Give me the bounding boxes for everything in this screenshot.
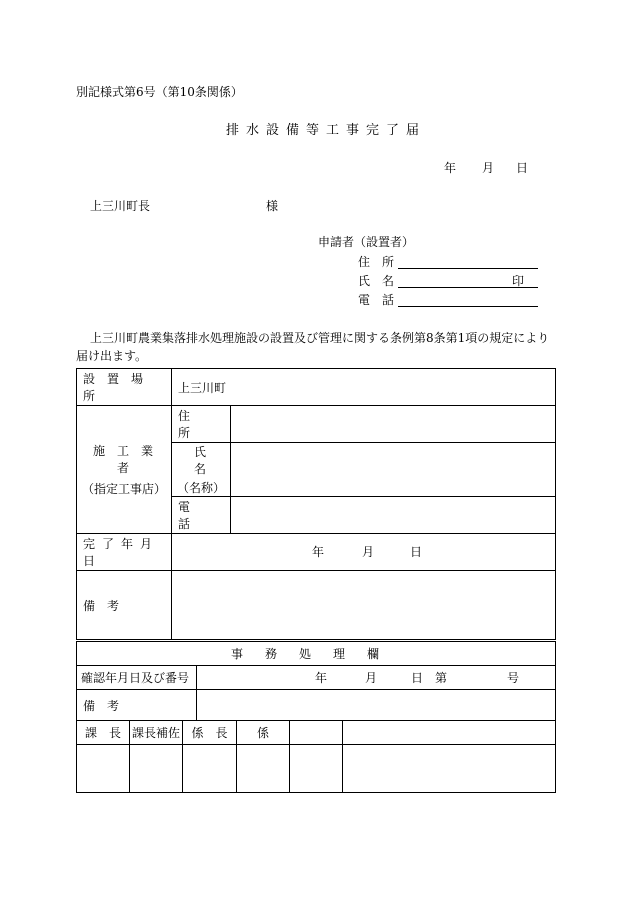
applicant-phone-label: 電 話	[358, 293, 395, 307]
office-remarks-label: 備 考	[83, 698, 120, 713]
contractor-phone-label-cell	[172, 497, 231, 534]
location-value: 上三川町	[178, 380, 227, 395]
completion-date-field[interactable]	[172, 534, 556, 571]
stamp-subchief-field[interactable]	[183, 745, 237, 793]
applicant-heading: 申請者（設置者）	[318, 235, 415, 249]
remarks-label: 備 考	[83, 598, 120, 613]
confirm-go-label: 号	[507, 671, 520, 685]
date-day-label: 日	[516, 161, 529, 175]
contractor-address-label-cell	[172, 406, 231, 443]
location-value-cell[interactable]	[172, 369, 556, 406]
office-remarks-label-cell	[77, 690, 197, 721]
contractor-phone-field[interactable]	[231, 497, 556, 534]
date-year-label: 年	[444, 161, 457, 175]
contractor-sub: （指定工事店）	[81, 482, 166, 496]
confirm-label: 確認年月日及び番号	[81, 671, 190, 685]
contractor-name-field[interactable]	[231, 443, 556, 497]
applicant-address-field[interactable]	[398, 268, 538, 269]
applicant-phone-field[interactable]	[398, 306, 538, 307]
role-blank-2-cell	[343, 721, 556, 745]
location-label: 設置場所	[83, 372, 156, 403]
completion-day-label: 日	[410, 545, 423, 559]
form-number: 別記様式第6号（第10条関係）	[76, 85, 243, 99]
role-staff-cell	[237, 721, 290, 745]
addressee-honorific: 様	[266, 199, 279, 213]
office-heading-cell	[77, 642, 556, 666]
confirm-day-label: 日	[411, 671, 424, 685]
stamp-staff-field[interactable]	[237, 745, 290, 793]
contractor-label-cell	[77, 406, 172, 534]
location-label-cell	[77, 369, 172, 406]
role-subchief: 係 長	[191, 726, 228, 740]
confirm-label-cell	[77, 666, 197, 690]
remarks-field[interactable]	[172, 571, 556, 640]
role-deputy-cell	[130, 721, 183, 745]
role-deputy: 課長補佐	[131, 726, 180, 740]
addressee-name: 上三川町長	[90, 199, 151, 213]
applicant-address-label: 住 所	[358, 255, 395, 269]
stamp-chief-field[interactable]	[77, 745, 130, 793]
office-remarks-field[interactable]	[197, 690, 556, 721]
stamp-deputy-field[interactable]	[130, 745, 183, 793]
contractor-name-label-cell	[172, 443, 243, 497]
seal-mark: 印	[512, 274, 525, 288]
role-blank-1-cell	[290, 721, 343, 745]
date-month-label: 月	[482, 161, 495, 175]
confirm-year-label: 年	[315, 671, 328, 685]
completion-year-label: 年	[312, 545, 325, 559]
confirm-no-label: 第	[435, 671, 448, 685]
remarks-label-cell	[77, 571, 172, 640]
contractor-name-sub: （名称）	[176, 481, 225, 495]
office-heading: 事務処理欄	[230, 647, 401, 661]
stamp-blank-2-field[interactable]	[343, 745, 556, 793]
completion-label-cell	[77, 534, 172, 571]
form-title: 排水設備等工事完了届	[226, 123, 427, 138]
applicant-name-label: 氏 名	[358, 274, 395, 288]
confirm-month-label: 月	[365, 671, 378, 685]
main-table	[76, 368, 556, 640]
contractor-phone-label: 電 話	[178, 500, 227, 531]
role-staff: 係	[256, 726, 269, 740]
role-chief: 課 長	[84, 726, 121, 740]
contractor-address-field[interactable]	[231, 406, 556, 443]
contractor-label: 施工業者	[92, 444, 165, 475]
office-table	[76, 641, 556, 793]
contractor-address-label: 住 所	[178, 409, 227, 440]
completion-label: 完了年月日	[83, 537, 160, 568]
role-chief-cell	[77, 721, 130, 745]
completion-month-label: 月	[362, 545, 375, 559]
confirm-field[interactable]	[197, 666, 556, 690]
stamp-blank-1-field[interactable]	[290, 745, 343, 793]
role-subchief-cell	[183, 721, 237, 745]
contractor-name-label: 氏 名	[193, 445, 243, 476]
applicant-name-field[interactable]	[398, 287, 538, 288]
body-text: 上三川町農業集落排水処理施設の設置及び管理に関する条例第8条第1項の規定により届け出ます。	[76, 331, 550, 363]
